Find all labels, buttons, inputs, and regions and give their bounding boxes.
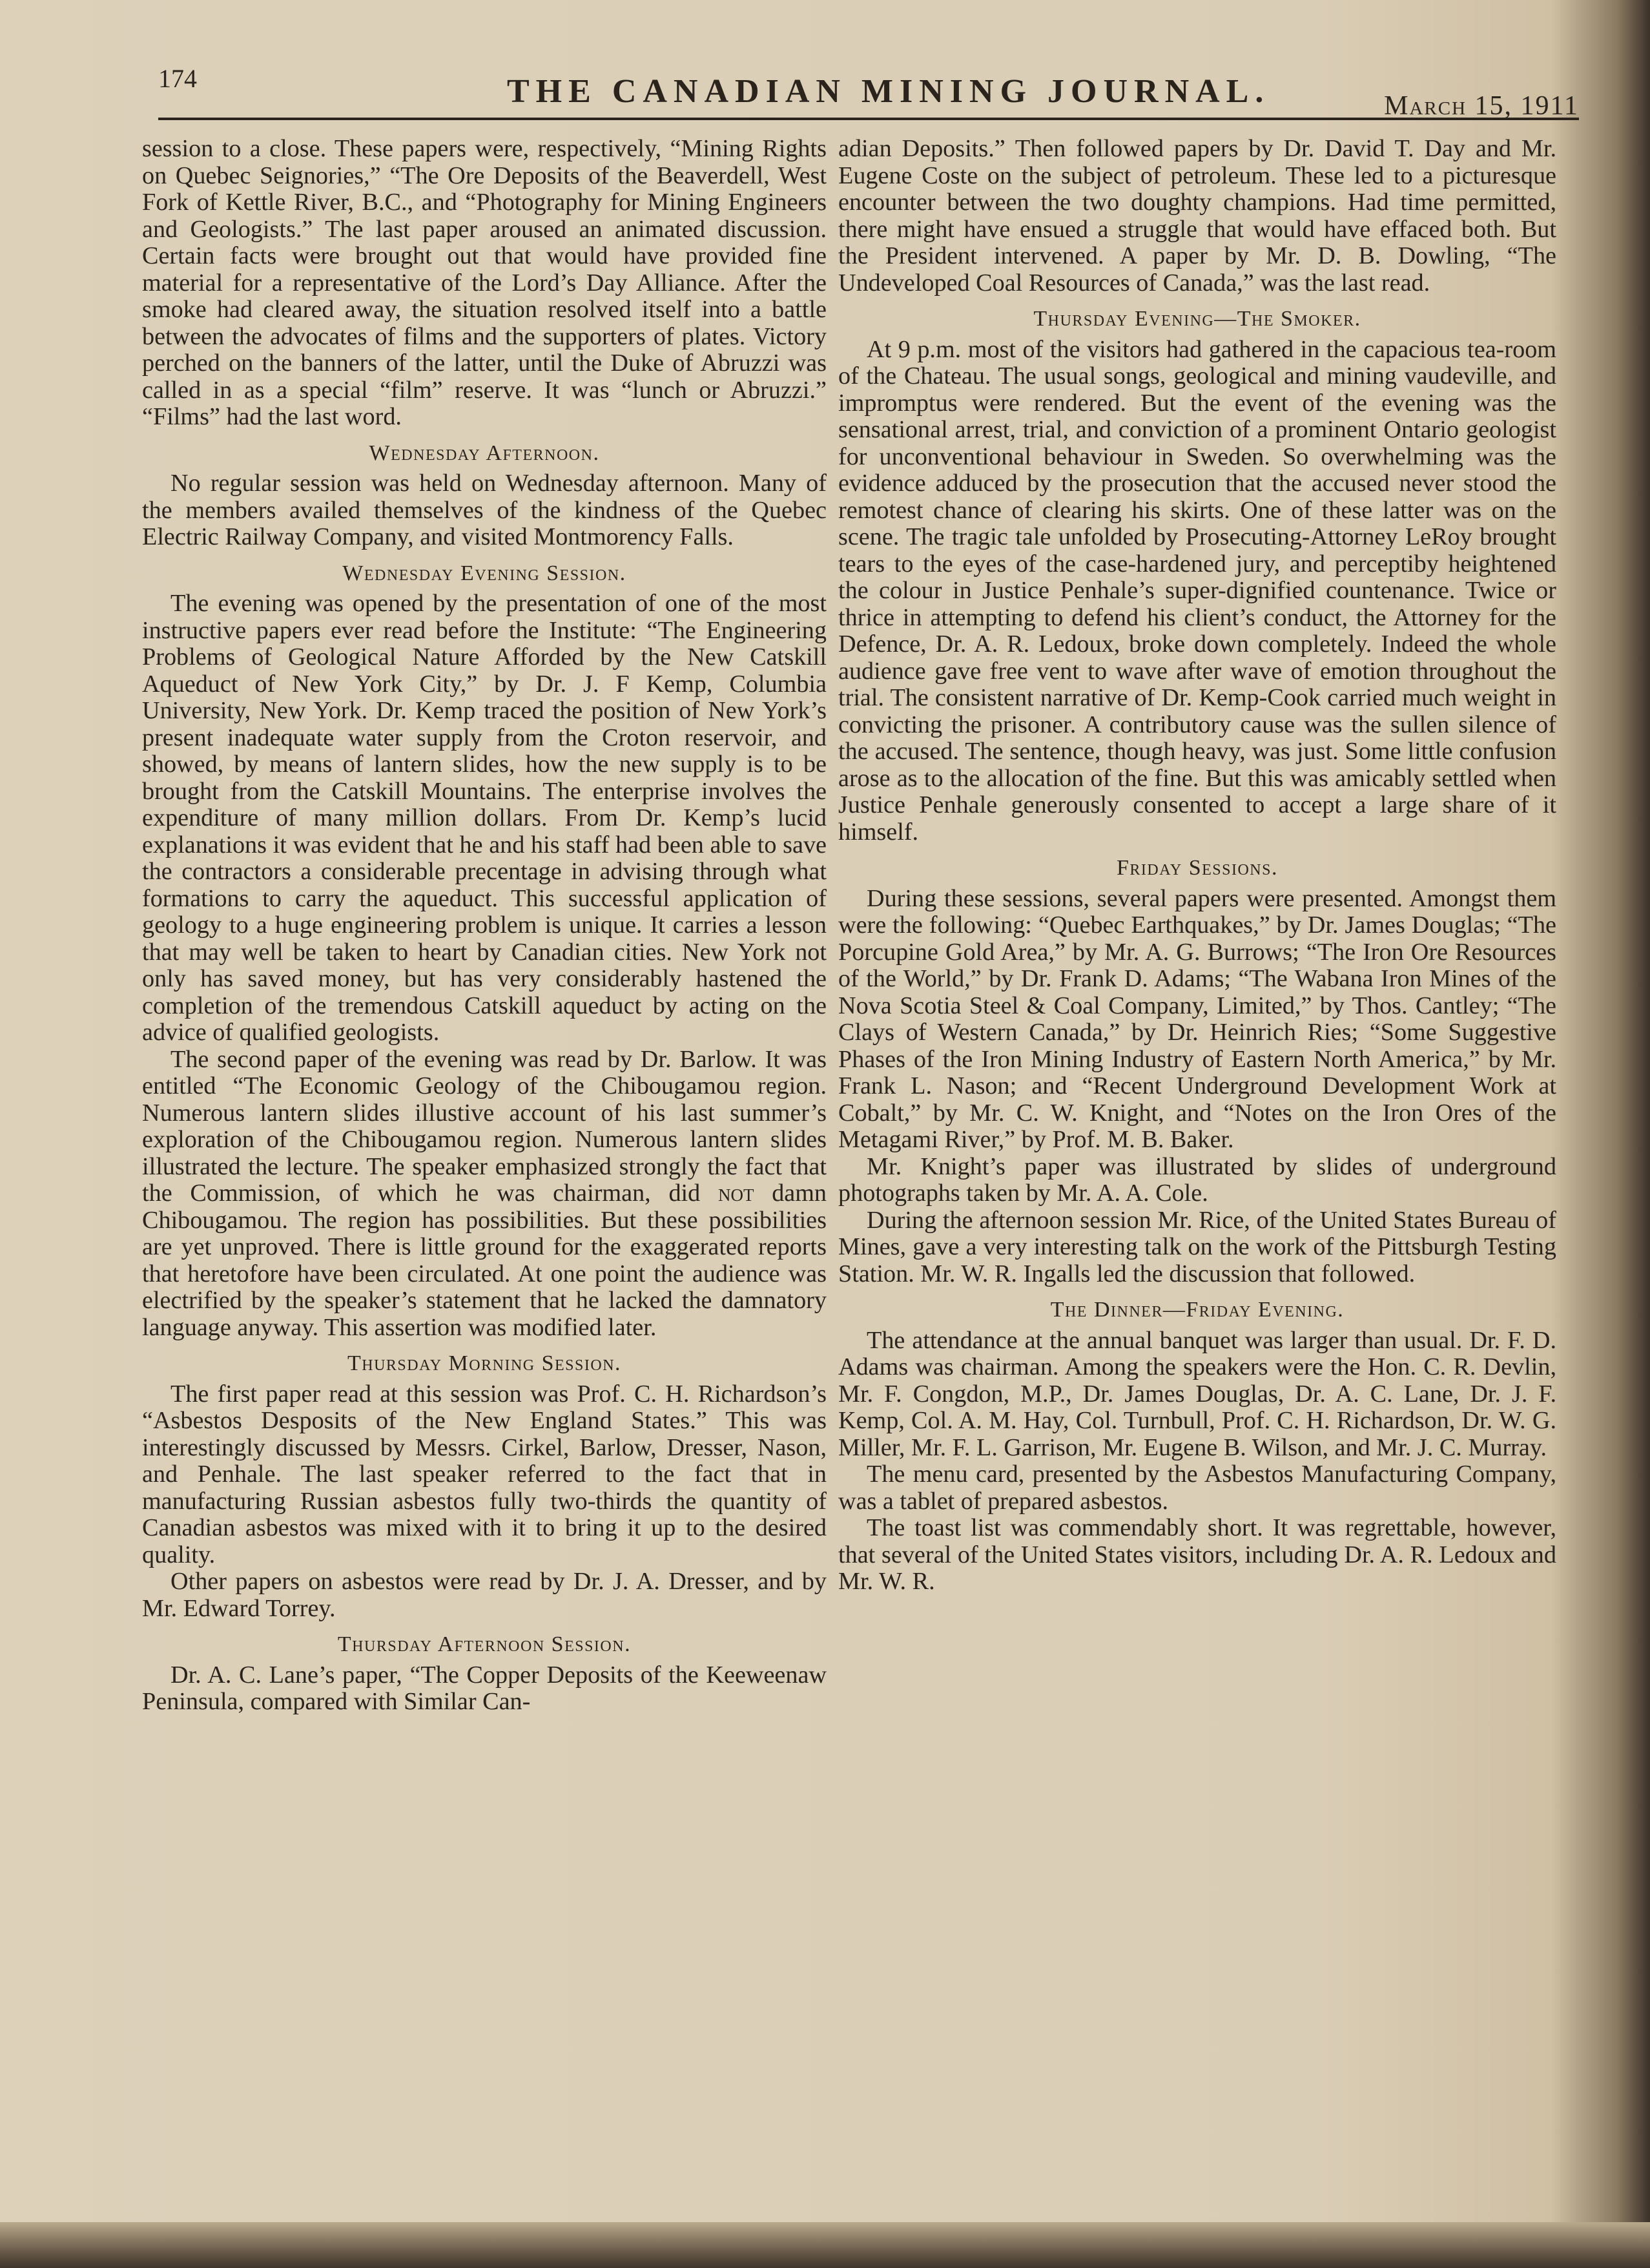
paragraph-text: damn Chibougamou. The region has possibilities. But these possibilities are yet unproved. There is little ground for the exaggerated reports that heretofore have been circulated. At one point the audience was electrified by the speaker’s statement that he lacked the damnatory language anyway. This assertion was modified later. bbox=[142, 1180, 827, 1341]
paragraph: At 9 p.m. most of the visitors had gathered in the capacious tea-room of the Chateau. The usual songs, geological and mining vaudeville, and impromptus were rendered. But the event of the evening was the sensational arrest, trial, and conviction of a prominent Ontario geologist for unconventional behaviour in Sweden. So overwhelming was the evidence adduced by the prosecution that the accused never stood the remotest chance of clearing his skirts. One of these latter was on the scene. The tragic tale unfolded by Prosecuting-Attorney LeRoy brought tears to the eyes of the case-hardened jury, and perceptiby heightened the colour in Justice Penhale’s super-dignified countenance. Twice or thrice in attempting to defend his client’s conduct, the Attorney for the Defence, Dr. A. R. Ledoux, broke down completely. Indeed the whole audience gave free vent to wave after wave of emotion throughout the trial. The consistent narrative of Dr. Kemp-Cook carried much weight in convicting the prisoner. A contributory cause was the sullen silence of the accused. The sentence, though heavy, was just. Some little confusion arose as to the allocation of the fine. But this was amicably settled when Justice Penhale generously consented to accept a large share of it himself. bbox=[838, 335, 1556, 846]
paragraph: No regular session was held on Wednesday afternoon. Many of the members availed themselves of the kindness of the Quebec Electric Railway Company, and visited Montmorency Falls. bbox=[142, 470, 827, 550]
paragraph: Dr. A. C. Lane’s paper, “The Copper Deposits of the Keeweenaw Peninsula, compared with Similar Can- bbox=[142, 1661, 827, 1715]
paragraph: The menu card, presented by the Asbestos Manufacturing Company, was a tablet of prepared asbestos. bbox=[838, 1461, 1556, 1515]
section-heading: Thursday Afternoon Session. bbox=[337, 1632, 632, 1656]
left-column bbox=[142, 136, 827, 1716]
emphasis-text: not bbox=[717, 1180, 754, 1207]
page-header bbox=[158, 59, 1579, 120]
page-number: 174 bbox=[158, 64, 197, 93]
section-heading: Wednesday Evening Session. bbox=[342, 561, 626, 585]
section-heading: Friday Sessions. bbox=[1117, 856, 1278, 880]
paragraph: adian Deposits.” Then followed papers by Dr. David T. Day and Mr. Eugene Coste on the subject of petroleum. These led to a picturesque encounter between the two doughty champions. Had time permitted, there might have ensued a struggle that would have effaced both. But the President intervened. A paper by Mr. D. B. Dowling, “The Undeveloped Coal Resources of Canada,” was the last read. bbox=[838, 135, 1556, 297]
paragraph bbox=[142, 1046, 827, 1342]
section-heading: Thursday Evening—The Smoker. bbox=[1033, 307, 1361, 331]
section-heading: The Dinner—Friday Evening. bbox=[1050, 1298, 1345, 1322]
right-column bbox=[838, 136, 1556, 1596]
paragraph: The first paper read at this session was Prof. C. H. Richardson’s “Asbestos Desposits of the New England States.” This was interestingly discussed by Messrs. Cirkel, Barlow, Dresser, Nason, and Penhale. The last speaker referred to the fact that in manufacturing Russian asbestos fully two-thirds the quantity of Canadian asbestos was mixed with it to bring it up to the desired quality. bbox=[142, 1380, 827, 1568]
paragraph: Mr. Knight’s paper was illustrated by slides of underground photographs taken by Mr. A. A. Cole. bbox=[838, 1152, 1556, 1207]
journal-title: THE CANADIAN MINING JOURNAL. bbox=[507, 73, 1270, 110]
paragraph-text: The second paper of the evening was read by Dr. Barlow. It was entitled “The Economic Geology of the Chibougamou region. Numerous lantern slides illustive account of his last summer’s exploration of the Chibougamou region. Numerous lantern slides illustrated the lecture. The speaker emphasized strongly the fact that the Commission, of which he was chairman, did bbox=[142, 1045, 827, 1207]
paragraph: The evening was opened by the presentation of one of the most instructive papers ever read before the Institute: “The Engineering Problems of Geological Nature Afforded by the New Catskill Aqueduct of New York City,” by Dr. J. F Kemp, Columbia University, New York. Dr. Kemp traced the position of New York’s present inadequate water supply from the Croton reservoir, and showed, by means of lantern slides, how the new supply is to be brought from the Catskill Mountains. The enterprise involves the expenditure of many million dollars. From Dr. Kemp’s lucid explanations it was evident that he and his staff had been able to save the contractors a considerable precentage in advising through what formations to carry the aqueduct. This successful application of geology to a huge engineering problem is unique. It carries a lesson that may well be taken to heart by Canadian cities. New York not only has saved money, but has very considerably hastened the completion of the tremendous Catskill aqueduct by acting on the advice of qualified geologists. bbox=[142, 590, 827, 1046]
paragraph: The attendance at the annual banquet was larger than usual. Dr. F. D. Adams was chairman. Among the speakers were the Hon. C. R. Devlin, Mr. F. Congdon, M.P., Dr. James Douglas, Dr. A. C. Lane, Dr. J. F. Kemp, Col. A. M. Hay, Col. Turnbull, Prof. C. H. Richardson, Dr. W. G. Miller, Mr. F. L. Garrison, Mr. Eugene B. Wilson, and Mr. J. C. Murray. bbox=[838, 1326, 1556, 1461]
paragraph: During these sessions, several papers were presented. Amongst them were the following: “Quebec Earthquakes,” by Dr. James Douglas; “The Porcupine Gold Area,” by Mr. A. G. Burrows; “The Iron Ore Resources of the World,” by Dr. Frank D. Adams; “The Wabana Iron Mines of the Nova Scotia Steel & Coal Company, Limited,” by Thos. Cantley; “The Clays of Western Canada,” by Dr. Heinrich Ries; “Some Suggestive Phases of the Iron Mining Industry of Eastern North America,” by Mr. Frank L. Nason; and “Recent Underground Development Work at Cobalt,” by Mr. C. W. Knight, and “Notes on the Iron Ores of the Metagami River,” by Prof. M. B. Baker. bbox=[838, 884, 1556, 1153]
section-heading: Thursday Morning Session. bbox=[347, 1351, 622, 1375]
paragraph: During the afternoon session Mr. Rice, of the United States Bureau of Mines, gave a very interesting talk on the work of the Pittsburgh Testing Station. Mr. W. R. Ingalls led the discussion that followed. bbox=[838, 1206, 1556, 1287]
section-heading: Wednesday Afternoon. bbox=[369, 441, 600, 465]
paragraph: Other papers on asbestos were read by Dr. J. A. Dresser, and by Mr. Edward Torrey. bbox=[142, 1568, 827, 1622]
issue-date: March 15, 1911 bbox=[1384, 91, 1579, 121]
paragraph: session to a close. These papers were, respectively, “Mining Rights on Quebec Seignories,” “The Ore Deposits of the Beaverdell, West Fork of Kettle River, B.C., and “Photography for Mining Engineers and Geologists.” The last paper aroused an animated discussion. Certain facts were brought out that would have provided fine material for a representative of the Lord’s Day Alliance. After the smoke had cleared away, the situation resolved itself into a battle between the advocates of films and the supporters of plates. Victory perched on the banners of the latter, until the Duke of Abruzzi was called in as a special “film” reserve. It was “lunch or Abruzzi.” “Films” had the last word. bbox=[142, 135, 827, 430]
scan-bottom-edge bbox=[0, 2222, 1650, 2268]
paragraph: The toast list was commendably short. It was regrettable, however, that several of the United States visitors, including Dr. A. R. Ledoux and Mr. W. R. bbox=[838, 1514, 1556, 1595]
